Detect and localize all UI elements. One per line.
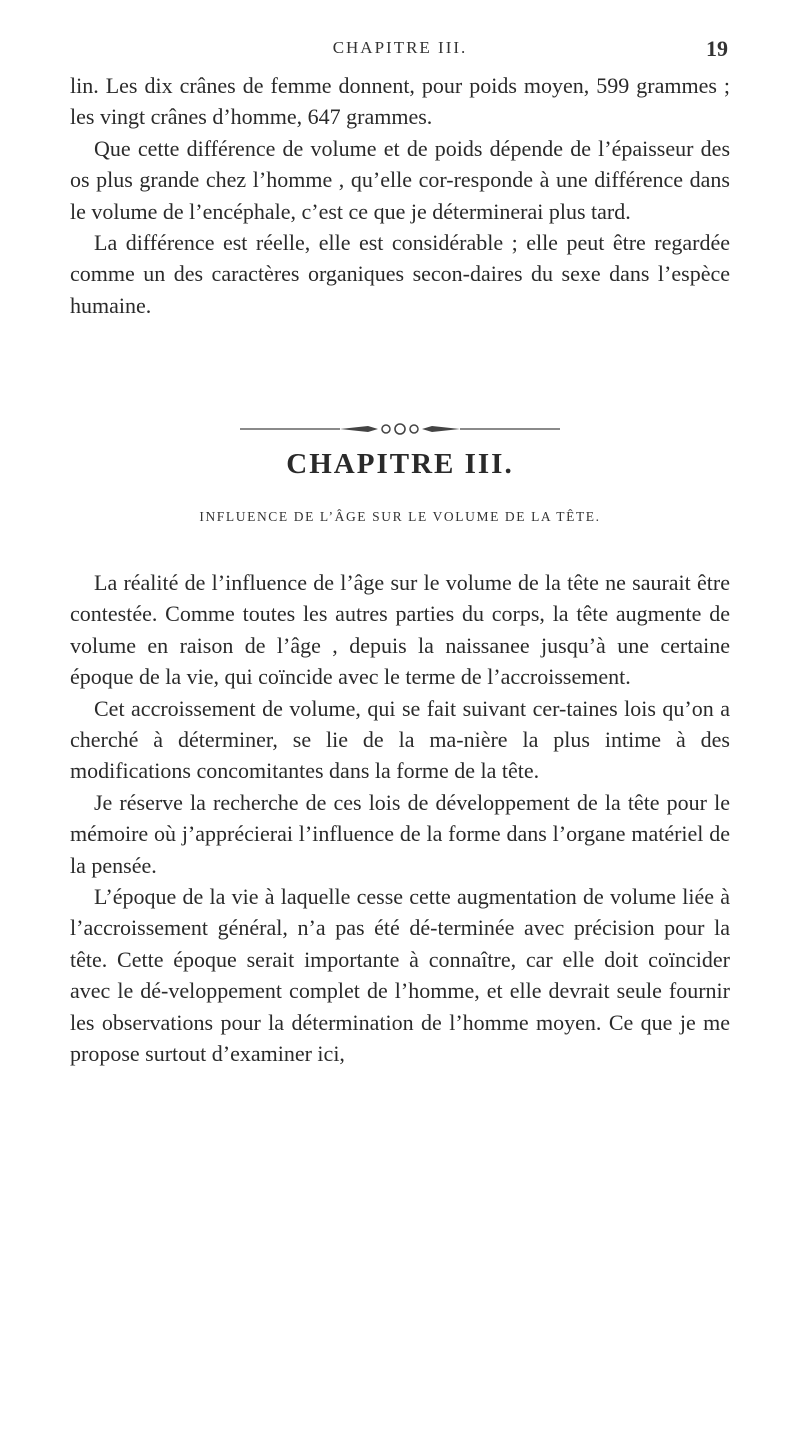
chapter-body	[70, 567, 730, 1070]
paragraph: La réalité de l’influence de l’âge sur le volume de la tête ne saurait être contestée. Comme toutes les autres parties du corps, la tête augmente de volume en raison de l’âge , depuis la naissanee jusqu’à une certaine époque de la vie, qui coïncide avec le terme de l’accroissement.	[70, 570, 730, 690]
paragraph: lin. Les dix crânes de femme donnent, pour poids moyen, 599 grammes ; les vingt crânes d’homme, 647 grammes.	[70, 73, 730, 130]
paragraph: Que cette différence de volume et de poids dépende de l’épaisseur des os plus grande chez l’homme , qu’elle cor-responde à une différence dans le volume de l’encéphale, c’est ce que je déterminerai plus tard.	[70, 135, 730, 224]
chapter-subtitle: INFLUENCE DE L’ÂGE SUR LE VOLUME DE LA TÊTE.	[199, 509, 601, 524]
paragraph: La différence est réelle, elle est considérable ; elle peut être regardée comme un des caractères organiques secon-daires du sexe dans l’espèce humaine.	[70, 230, 730, 318]
paragraph: Je réserve la recherche de ces lois de développement de la tête pour le mémoire où j’apprécierai l’influence de la forme dans l’organe matériel de la pensée.	[70, 789, 730, 878]
paragraph: L’époque de la vie à laquelle cesse cette augmentation de volume liée à l’accroissement général, n’a pas été dé-terminée avec précision pour la tête. Cette époque serait importante à connaître, car elle doit coïncider avec le dé-veloppement complet de l’homme, et elle devrait seule fournir les observations pour la détermination de l’homme moyen. Ce que je me propose surtout d’examiner ici,	[70, 884, 730, 1067]
page-number: 19	[706, 36, 728, 61]
chapter-ornament	[240, 420, 560, 438]
chapter-heading: CHAPITRE III.	[286, 448, 514, 480]
continuation-text	[70, 70, 730, 321]
running-head	[70, 38, 730, 64]
running-head-title: CHAPITRE III.	[332, 38, 468, 57]
paragraph: Cet accroissement de volume, qui se fait suivant cer-taines lois qu’on a cherché à déterminer, se lie de la ma-nière la plus intime à des modifications concomitantes dans la forme de la tête.	[70, 695, 730, 784]
